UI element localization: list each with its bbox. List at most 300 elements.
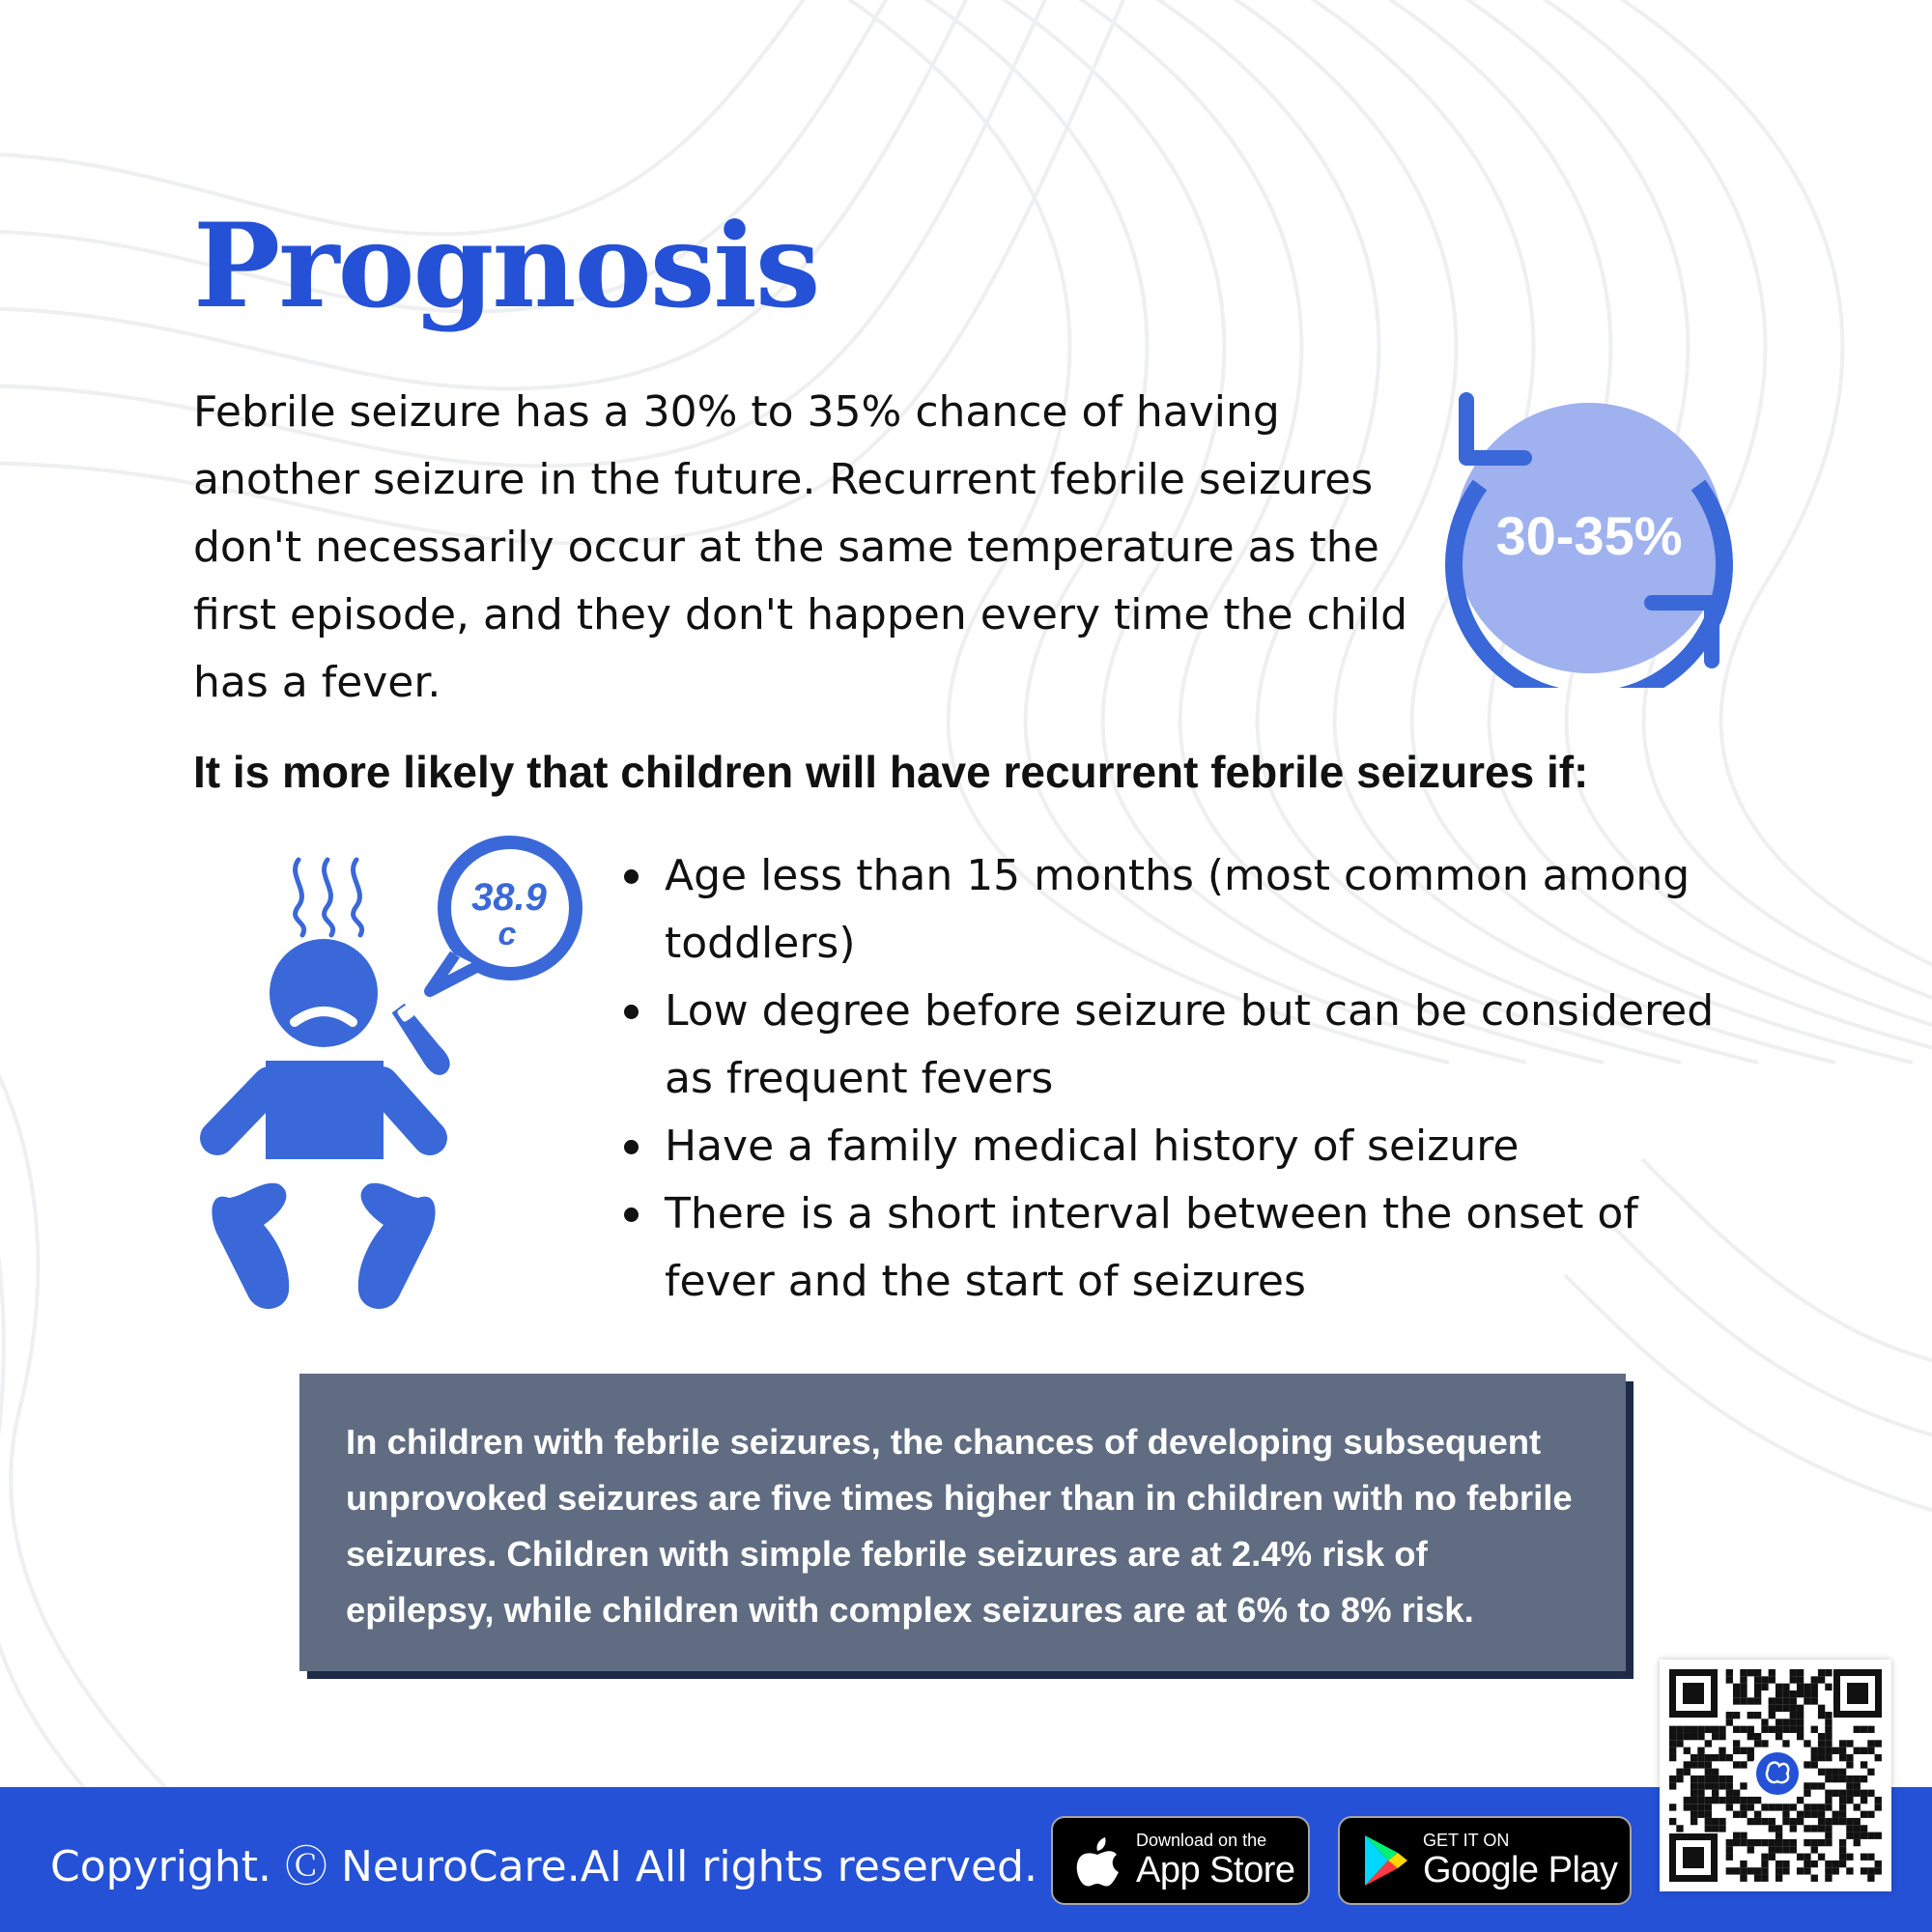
app-store-button[interactable] [1051,1816,1310,1905]
qr-module [1776,1825,1782,1832]
qr-module [1825,1719,1832,1725]
qr-module [1811,1726,1818,1733]
qr-module [1811,1676,1818,1683]
qr-module [1839,1776,1846,1782]
qr-module [1719,1818,1725,1825]
qr-module [1733,1797,1740,1804]
qr-module [1797,1669,1804,1676]
qr-module [1790,1726,1797,1733]
qr-module [1726,1804,1733,1810]
qr-module [1690,1761,1697,1768]
qr-module [1861,1747,1867,1754]
qr-module [1790,1705,1797,1712]
qr-module [1733,1690,1740,1697]
qr-module [1790,1846,1797,1853]
qr-module [1867,1833,1874,1839]
qr-module [1747,1712,1754,1719]
qr-module [1769,1804,1776,1810]
qr-module [1818,1740,1825,1747]
qr-module [1740,1669,1747,1676]
qr-module [1776,1733,1782,1740]
qr-module [1854,1833,1861,1839]
qr-module [1776,1839,1782,1846]
qr-module [1875,1754,1882,1761]
qr-module [1669,1754,1676,1761]
qr-module [1754,1839,1761,1846]
qr-module [1697,1761,1704,1768]
qr-module [1776,1690,1782,1697]
app-store-label: App Store [1136,1850,1295,1890]
qr-module [1867,1867,1874,1874]
qr-module [1754,1684,1761,1690]
qr-module [1854,1726,1861,1733]
qr-module [1833,1811,1839,1818]
qr-module [1782,1697,1789,1704]
qr-module [1705,1811,1712,1818]
qr-module [1726,1790,1733,1797]
qr-module [1825,1747,1832,1754]
qr-module [1690,1782,1697,1789]
qr-module [1697,1747,1704,1754]
qr-module [1669,1804,1676,1810]
qr-module [1740,1690,1747,1697]
qr-module [1846,1776,1853,1782]
qr-module [1861,1797,1867,1804]
qr-module [1776,1719,1782,1725]
heat-wave-icon [296,860,362,935]
qr-module [1782,1726,1789,1733]
qr-module [1839,1747,1846,1754]
qr-module [1797,1818,1804,1825]
qr-module [1861,1867,1867,1874]
thermometer-icon [389,1001,452,1077]
intro-paragraph: Febrile seizure has a 30% to 35% chance of having another seizure in the future. Recurrent febrile seizures don't necessarily occur at the same temperature as the first episode, and they don't happen every time the child has a fever. [193,387,1408,707]
qr-module [1839,1754,1846,1761]
qr-module [1804,1811,1810,1818]
list-item: Low degree before seizure but can be considered as frequent fevers [618,978,1719,1113]
qr-module [1669,1726,1676,1733]
qr-module [1776,1697,1782,1704]
qr-module [1690,1754,1697,1761]
qr-module [1790,1697,1797,1704]
qr-module [1854,1747,1861,1754]
qr-module [1825,1790,1832,1797]
qr-module [1804,1740,1810,1747]
app-store-small-label: Download on the [1136,1831,1267,1850]
qr-module [1676,1825,1683,1832]
qr-module [1726,1839,1733,1846]
qr-module [1747,1754,1754,1761]
qr-module [1782,1839,1789,1846]
qr-module [1839,1818,1846,1825]
qr-module [1875,1867,1882,1874]
qr-module [1804,1854,1810,1861]
qr-module [1811,1811,1818,1818]
qr-module [1740,1867,1747,1874]
qr-module [1825,1684,1832,1690]
qr-module [1846,1740,1853,1747]
child-body [212,939,435,1309]
qr-module [1669,1782,1676,1789]
qr-module [1769,1669,1776,1676]
qr-module [1839,1811,1846,1818]
qr-module [1712,1754,1719,1761]
qr-module [1733,1697,1740,1704]
qr-module [1669,1818,1676,1825]
qr-module [1818,1747,1825,1754]
qr-module [1811,1825,1818,1832]
qr-module [1761,1676,1768,1683]
qr-module [1761,1867,1768,1874]
qr-module [1761,1719,1768,1725]
qr-module [1811,1804,1818,1810]
list-item: Have a family medical history of seizure [618,1113,1719,1180]
qr-module [1769,1705,1776,1712]
qr-module [1797,1684,1804,1690]
qr-module [1818,1818,1825,1825]
qr-module [1818,1804,1825,1810]
qr-module [1769,1726,1776,1733]
qr-module [1854,1790,1861,1797]
qr-module [1804,1790,1810,1797]
qr-module [1733,1726,1740,1733]
qr-module [1740,1804,1747,1810]
qr-module [1776,1705,1782,1712]
qr-module [1797,1797,1804,1804]
qr-module [1761,1839,1768,1846]
qr-module [1804,1684,1810,1690]
qr-module [1669,1740,1676,1747]
qr-module [1705,1754,1712,1761]
qr-module [1684,1726,1690,1733]
qr-module [1690,1811,1697,1818]
qr-module [1833,1818,1839,1825]
qr-module [1854,1804,1861,1810]
qr-module [1705,1825,1712,1832]
qr-module [1825,1804,1832,1810]
qr-module [1854,1776,1861,1782]
qr-module [1867,1811,1874,1818]
qr-module [1761,1861,1768,1867]
qr-module [1867,1726,1874,1733]
qr-module [1740,1861,1747,1867]
speech-bubble [430,842,576,991]
qr-module [1776,1804,1782,1810]
qr-module [1846,1782,1853,1789]
qr-module [1719,1782,1725,1789]
page-title: Prognosis [193,198,819,334]
list-item: There is a short interval between the onset of fever and the start of seizures [618,1180,1719,1316]
qr-module [1782,1719,1789,1725]
qr-module [1875,1833,1882,1839]
qr-module [1690,1818,1697,1825]
qr-module [1712,1825,1719,1832]
qr-module [1740,1726,1747,1733]
qr-module [1833,1790,1839,1797]
google-play-icon [1357,1832,1411,1889]
qr-module [1761,1875,1768,1882]
qr-module [1769,1676,1776,1683]
risk-heading: It is more likely that children will have recurrent febrile seizures if: [193,747,1589,797]
qr-module [1684,1733,1690,1740]
qr-module [1818,1705,1825,1712]
qr-code-icon [1669,1669,1882,1882]
qr-module [1754,1676,1761,1683]
qr-module [1867,1740,1874,1747]
qr-module [1867,1875,1874,1882]
qr-module [1818,1733,1825,1740]
qr-module [1733,1839,1740,1846]
qr-module [1747,1839,1754,1846]
qr-module [1740,1747,1747,1754]
qr-module [1797,1676,1804,1683]
qr-module [1839,1790,1846,1797]
qr-module [1867,1790,1874,1797]
qr-module [1846,1754,1853,1761]
qr-module [1754,1867,1761,1874]
google-play-label: Google Play [1423,1850,1618,1890]
qr-module [1854,1782,1861,1789]
qr-module [1818,1676,1825,1683]
qr-module [1776,1875,1782,1882]
qr-module [1754,1875,1761,1882]
qr-module [1769,1854,1776,1861]
qr-module [1818,1839,1825,1846]
qr-module [1712,1790,1719,1797]
qr-module [1818,1811,1825,1818]
qr-module [1861,1825,1867,1832]
qr-module [1776,1861,1782,1867]
qr-module [1790,1804,1797,1810]
qr-module [1818,1754,1825,1761]
footer-bar [0,1787,1932,1932]
qr-module [1697,1726,1704,1733]
qr-module [1818,1712,1825,1719]
qr-module [1684,1747,1690,1754]
note-text: In children with febrile seizures, the chances of developing subsequent unprovoked seizures are five times higher than in children with no febrile seizures. Children with simple febrile seizures are at 2.4% risk of epilepsy, while children with complex seizures are at 6% to 8% risk. [346,1422,1573,1630]
qr-module [1684,1804,1690,1810]
qr-module [1705,1740,1712,1747]
qr-module [1854,1818,1861,1825]
qr-module [1761,1684,1768,1690]
qr-module [1769,1712,1776,1719]
qr-module [1804,1690,1810,1697]
qr-module [1846,1833,1853,1839]
qr-module [1726,1797,1733,1804]
qr-module [1861,1776,1867,1782]
qr-module [1719,1747,1725,1754]
qr-module [1690,1790,1697,1797]
qr-module [1733,1867,1740,1874]
qr-module [1754,1811,1761,1818]
thermometer-reading: 38.9 [471,876,547,919]
qr-module [1690,1733,1697,1740]
qr-module [1846,1854,1853,1861]
qr-module [1825,1875,1832,1882]
qr-module [1712,1726,1719,1733]
qr-module [1825,1754,1832,1761]
qr-module [1811,1754,1818,1761]
qr-module [1861,1833,1867,1839]
qr-module [1761,1854,1768,1861]
qr-module [1790,1825,1797,1832]
qr-module [1740,1811,1747,1818]
qr-module [1825,1839,1832,1846]
qr-module [1861,1761,1867,1768]
qr-module [1733,1684,1740,1690]
list-item: Age less than 15 months (most common among toddlers) [618,842,1719,978]
qr-module [1846,1790,1853,1797]
qr-module [1825,1712,1832,1719]
brain-logo-icon [1756,1752,1799,1795]
qr-module [1875,1804,1882,1810]
qr-module [1811,1761,1818,1768]
qr-module [1825,1740,1832,1747]
qr-module [1740,1782,1747,1789]
qr-module [1676,1776,1683,1782]
qr-module [1712,1733,1719,1740]
qr-module [1797,1726,1804,1733]
qr-module [1875,1740,1882,1747]
qr-module [1797,1712,1804,1719]
qr-module [1769,1846,1776,1853]
qr-module [1697,1754,1704,1761]
qr-module [1797,1733,1804,1740]
qr-module [1804,1825,1810,1832]
qr-module [1797,1854,1804,1861]
qr-module [1833,1769,1839,1776]
qr-module [1726,1712,1733,1719]
qr-module [1804,1839,1810,1846]
qr-module [1705,1761,1712,1768]
qr-module [1867,1854,1874,1861]
qr-module [1839,1740,1846,1747]
recurrence-badge [1439,388,1739,688]
qr-module [1804,1782,1810,1789]
qr-module [1854,1839,1861,1846]
qr-module [1740,1797,1747,1804]
qr-module [1747,1669,1754,1676]
qr-module [1733,1747,1740,1754]
qr-module [1776,1726,1782,1733]
qr-module [1839,1854,1846,1861]
qr-module [1825,1861,1832,1867]
qr-module [1811,1861,1818,1867]
qr-module [1690,1797,1697,1804]
qr-module [1825,1818,1832,1825]
qr-module [1839,1839,1846,1846]
google-play-button[interactable] [1338,1816,1632,1905]
qr-module [1861,1811,1867,1818]
qr-module [1804,1761,1810,1768]
feverish-child-icon [188,831,594,1314]
qr-module [1747,1818,1754,1825]
qr-module [1740,1761,1747,1768]
qr-module [1747,1804,1754,1810]
qr-module [1733,1712,1740,1719]
qr-module [1875,1797,1882,1804]
qr-module [1846,1825,1853,1832]
qr-module [1776,1684,1782,1690]
qr-module [1790,1839,1797,1846]
qr-module [1754,1669,1761,1676]
qr-module [1740,1833,1747,1839]
qr-module [1705,1804,1712,1810]
qr-module [1811,1747,1818,1754]
qr-module [1839,1769,1846,1776]
qr-module [1747,1697,1754,1704]
qr-module [1833,1776,1839,1782]
qr-module [1811,1782,1818,1789]
qr-module [1867,1769,1874,1776]
qr-module [1833,1861,1839,1867]
qr-module [1790,1712,1797,1719]
qr-module [1782,1861,1789,1867]
qr-module [1839,1861,1846,1867]
qr-module [1867,1747,1874,1754]
qr-module [1839,1804,1846,1810]
qr-module [1846,1761,1853,1768]
qr-module [1846,1797,1853,1804]
qr-module [1797,1811,1804,1818]
qr-module [1811,1839,1818,1846]
qr-module [1782,1818,1789,1825]
qr-module [1782,1804,1789,1810]
qr-module [1747,1846,1754,1853]
qr-module [1776,1833,1782,1839]
qr-module [1740,1839,1747,1846]
qr-module [1733,1833,1740,1839]
qr-module [1761,1818,1768,1825]
qr-code[interactable] [1660,1660,1891,1891]
qr-module [1733,1790,1740,1797]
qr-module [1825,1867,1832,1874]
qr-module [1818,1669,1825,1676]
qr-module [1825,1733,1832,1740]
qr-module [1697,1804,1704,1810]
qr-module [1818,1854,1825,1861]
qr-module [1825,1825,1832,1832]
qr-module [1726,1867,1733,1874]
qr-module [1726,1719,1733,1725]
qr-module [1747,1747,1754,1754]
qr-module [1782,1684,1789,1690]
qr-module [1811,1690,1818,1697]
qr-module [1825,1726,1832,1733]
qr-module [1676,1769,1683,1776]
qr-module [1697,1733,1704,1740]
qr-module [1769,1839,1776,1846]
qr-module [1833,1747,1839,1754]
risk-factor-list [618,842,1719,1316]
qr-module [1875,1861,1882,1867]
epilepsy-risk-note [299,1374,1626,1671]
qr-module [1712,1769,1719,1776]
qr-module [1804,1804,1810,1810]
qr-module [1797,1690,1804,1697]
qr-module [1811,1846,1818,1853]
qr-module [1790,1719,1797,1725]
qr-module [1712,1818,1719,1825]
qr-module [1861,1790,1867,1797]
qr-module [1818,1782,1825,1789]
thermometer-unit: c [497,916,517,952]
qr-module [1684,1761,1690,1768]
qr-module [1690,1804,1697,1810]
qr-module [1790,1818,1797,1825]
qr-module [1740,1875,1747,1882]
qr-module [1712,1776,1719,1782]
